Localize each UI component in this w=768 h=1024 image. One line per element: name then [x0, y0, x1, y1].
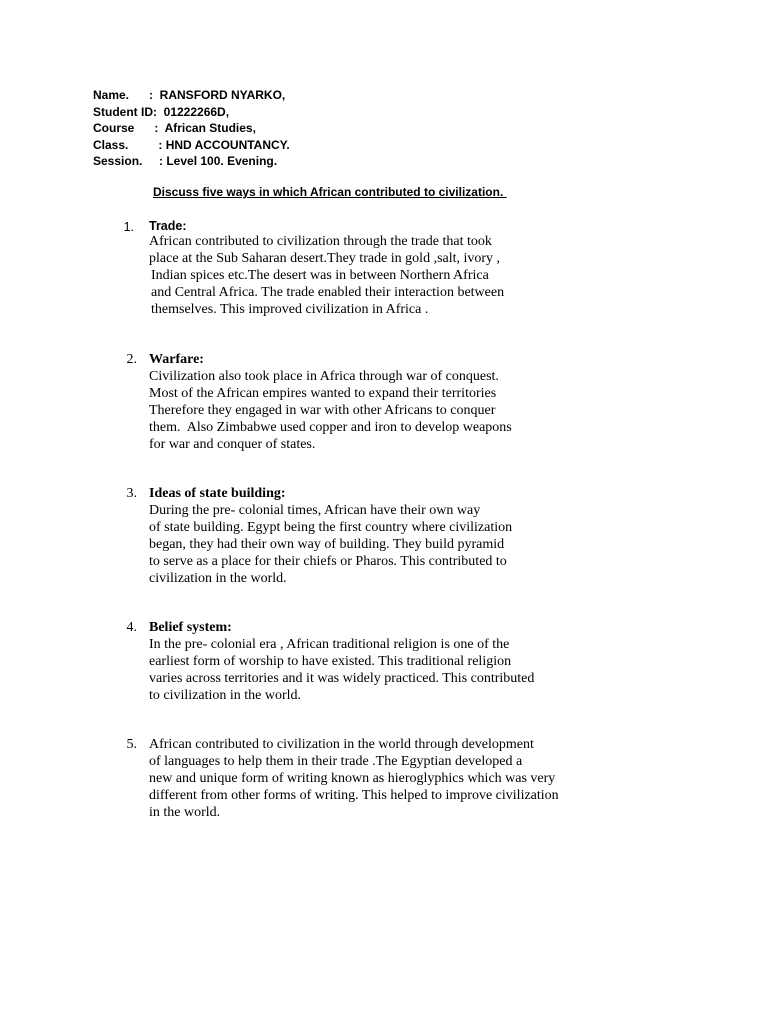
paragraph-line: to civilization in the world. [149, 688, 302, 703]
paragraph-line: for war and conquer of states. [149, 437, 316, 452]
list-number: 1. [123, 220, 134, 234]
list-heading: Ideas of state building: [149, 486, 286, 501]
paragraph-line: began, they had their own way of building. They build pyramid [149, 537, 505, 552]
paragraph-line: African contributed to civilization through the trade that took [149, 234, 492, 249]
paragraph-line: in the world. [149, 805, 221, 820]
paragraph-line: of state building. Egypt being the first country where civilization [149, 520, 513, 535]
list-number: 5. [126, 737, 137, 752]
student-info-header [93, 87, 290, 170]
list-heading: Trade: [149, 219, 187, 233]
paragraph-line: new and unique form of writing known as hieroglyphics which was very [149, 771, 556, 786]
paragraph-line: place at the Sub Saharan desert.They trade in gold ,salt, ivory , [149, 251, 501, 266]
paragraph-line: civilization in the world. [149, 571, 287, 586]
paragraph-line: African contributed to civilization in the world through development [149, 737, 534, 752]
paragraph-line: Most of the African empires wanted to expand their territories [149, 386, 497, 401]
list-number: 3. [126, 486, 137, 501]
paragraph-line: different from other forms of writing. This helped to improve civilization [149, 788, 559, 803]
list-number: 2. [126, 352, 137, 367]
paragraph-line: themselves. This improved civilization in Africa . [151, 302, 429, 317]
paragraph-line: varies across territories and it was widely practiced. This contributed [149, 671, 535, 686]
list-number: 4. [126, 620, 137, 635]
paragraph-line: During the pre- colonial times, African have their own way [149, 503, 481, 518]
paragraph-line: Therefore they engaged in war with other Africans to conquer [149, 403, 496, 418]
student-id: Student ID: 01222266D, [93, 104, 230, 119]
paragraph-line: Civilization also took place in Africa through war of conquest. [149, 369, 499, 384]
class: Class. : HND ACCOUNTANCY. [93, 137, 290, 152]
list-heading: Warfare: [149, 352, 204, 367]
paragraph-line: them. Also Zimbabwe used copper and iron to develop weapons [149, 420, 512, 435]
paragraph-line: and Central Africa. The trade enabled their interaction between [151, 285, 505, 300]
paragraph-line: of languages to help them in their trade .The Egyptian developed a [149, 754, 523, 769]
course: Course : African Studies, [93, 121, 256, 135]
paragraph-line: earliest form of worship to have existed. This traditional religion [149, 654, 512, 669]
paragraph-line: to serve as a place for their chiefs or Pharos. This contributed to [149, 554, 507, 569]
student-name: Name. : RANSFORD NYARKO, [93, 88, 286, 102]
list-heading: Belief system: [149, 620, 232, 635]
session: Session. : Level 100. Evening. [93, 154, 278, 168]
paragraph-line: Indian spices etc.The desert was in between Northern Africa [151, 268, 489, 283]
essay-question-title: Discuss five ways in which African contributed to civilization. [153, 185, 507, 199]
paragraph-line: In the pre- colonial era , African traditional religion is one of the [149, 637, 510, 652]
